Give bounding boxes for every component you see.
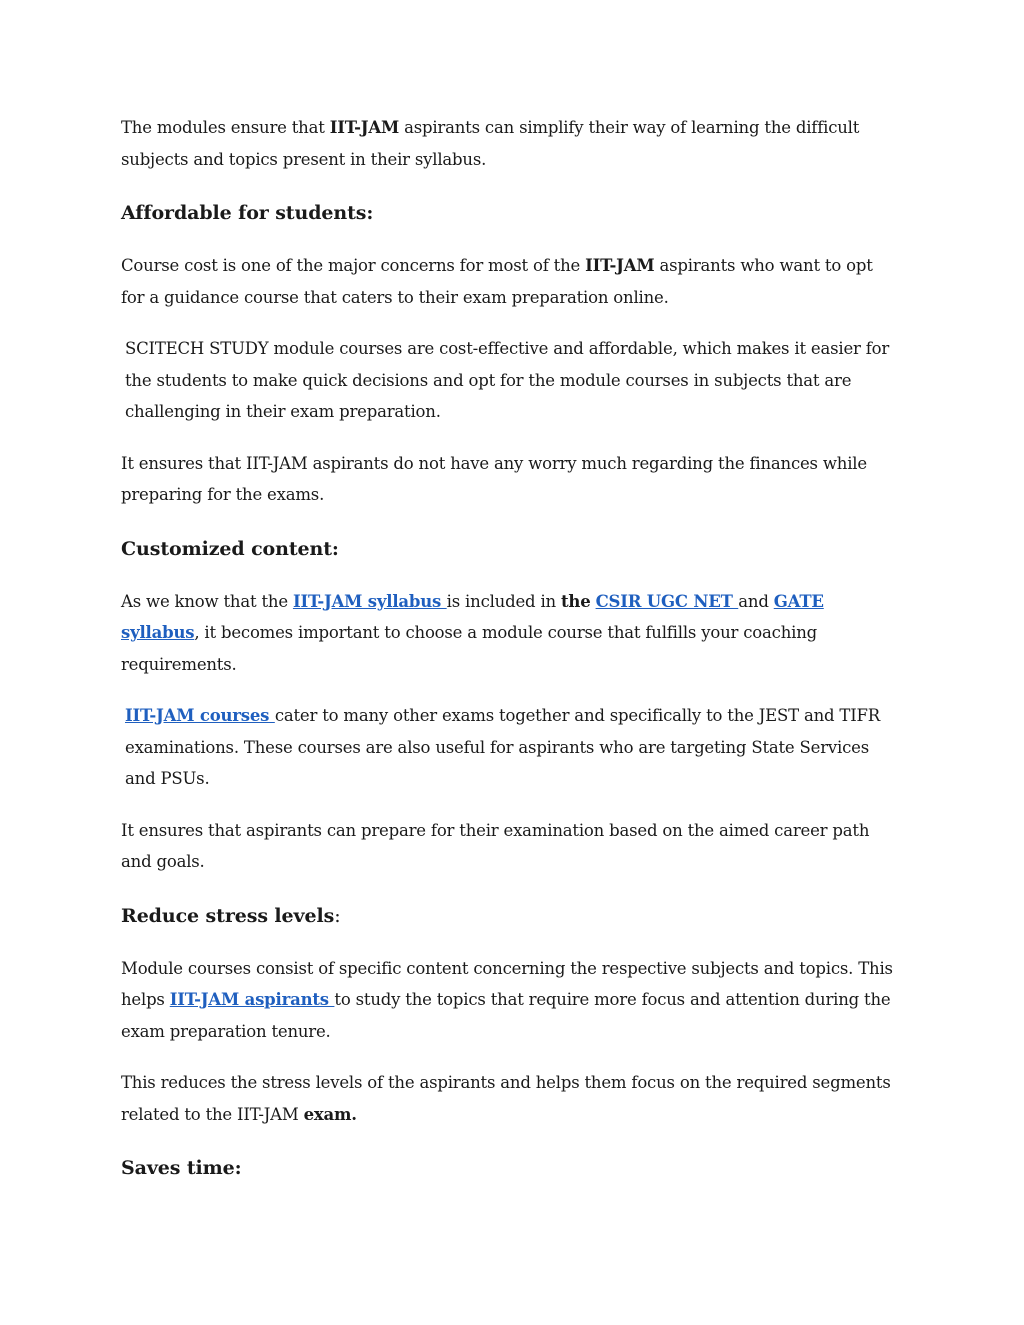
heading-suffix: : (334, 904, 341, 927)
csir-ugc-net-link[interactable]: CSIR UGC NET (595, 591, 739, 611)
bold-text: IIT-JAM (585, 256, 655, 275)
text-run: aspirants can simplify their way of learning the difficult subjects and topics present in their syllabus. (121, 118, 860, 169)
affordable-paragraph-1 (121, 250, 901, 313)
text-run: , it becomes important to choose a module course that fulfills your coaching requirements. (121, 623, 817, 674)
bold-text: the (561, 591, 591, 611)
customized-paragraph-2 (121, 700, 901, 795)
gate-syllabus-link[interactable]: GATE syllabus (121, 591, 824, 642)
iit-jam-syllabus-link[interactable]: IIT-JAM syllabus (292, 591, 447, 611)
text-run: and (738, 591, 774, 611)
section-heading-affordable: Affordable for students: (121, 202, 374, 224)
intro-paragraph (121, 112, 901, 175)
text-run: The modules ensure that (121, 118, 330, 137)
stress-paragraph-1 (121, 953, 901, 1048)
section-heading-customized: Customized content: (121, 537, 339, 560)
text-run: to study the topics that require more focus and attention during the exam preparation tenure. (121, 990, 891, 1041)
document-page (121, 112, 901, 1183)
stress-paragraph-2 (121, 1067, 901, 1130)
text-run: is included in (446, 591, 561, 611)
iit-jam-courses-link[interactable]: IIT-JAM courses (125, 706, 275, 725)
text-run: Course cost is one of the major concerns for most of the (121, 256, 586, 275)
section-heading-saves-time: Saves time: (121, 1157, 242, 1179)
text-run: As we know that the (121, 591, 293, 611)
text-run: This reduces the stress levels of the aspirants and helps them focus on the required segments related to the IIT-JAM (121, 1073, 891, 1124)
section-heading-stress (121, 901, 901, 931)
bold-text: exam. (303, 1104, 357, 1124)
bold-text: IIT-JAM (329, 118, 400, 137)
customized-paragraph-3: It ensures that aspirants can prepare for their examination based on the aimed career path and goals. (121, 820, 870, 871)
affordable-paragraph-3: It ensures that IIT-JAM aspirants do not have any worry much regarding the finances while preparing for the exams. (121, 453, 867, 504)
iit-jam-aspirants-link[interactable]: IIT-JAM aspirants (169, 990, 335, 1009)
text-run: aspirants who want to opt for a guidance course that caters to their exam preparation online. (121, 256, 873, 307)
text-run: Module courses consist of specific content concerning the respective subjects and topics. This helps (121, 958, 893, 1009)
customized-paragraph-1 (121, 586, 901, 681)
text-run: cater to many other exams together and specifically to the JEST and TIFR examinations. These courses are also useful for aspirants who are targeting State Services and PSUs. (125, 706, 881, 788)
affordable-paragraph-2: SCITECH STUDY module courses are cost-effective and affordable, which makes it easier for the students to make quick decisions and opt for the module courses in subjects that are challenging in their exam preparation. (125, 339, 890, 421)
heading-text: Reduce stress levels (121, 904, 335, 927)
